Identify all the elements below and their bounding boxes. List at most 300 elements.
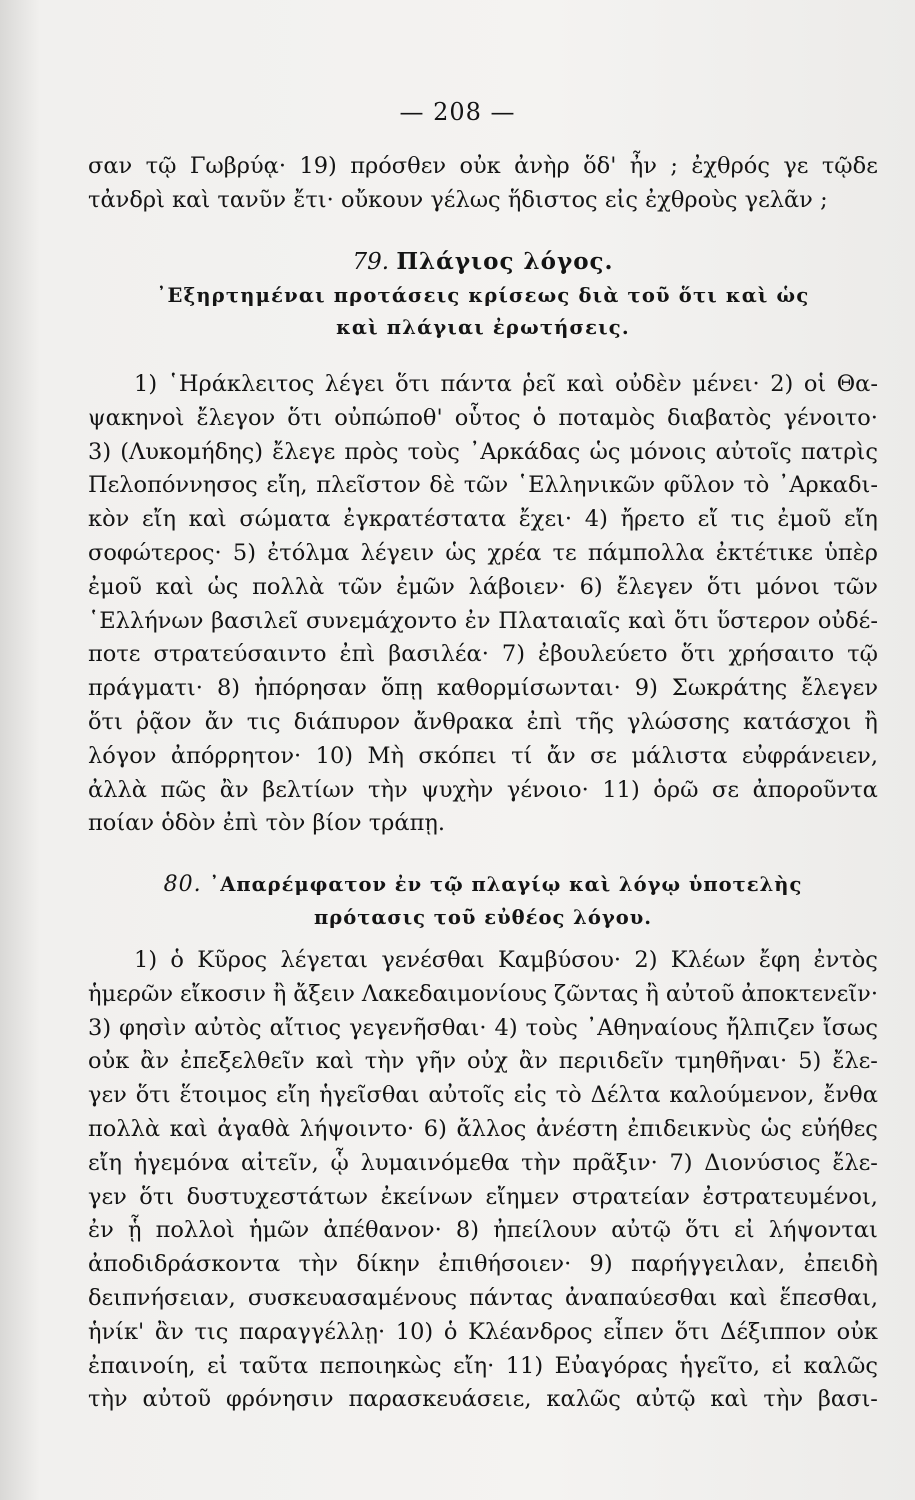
word: Δέξιππον	[720, 1318, 826, 1345]
continuation-text	[88, 150, 878, 218]
text-line	[88, 184, 878, 218]
word: 7)	[669, 1149, 693, 1176]
word: ἔλε-	[832, 1048, 878, 1075]
word: εἴημεν	[485, 1183, 560, 1210]
word: ὅτι	[674, 1318, 710, 1345]
word: παρήγγειλαν,	[630, 1251, 786, 1278]
word: 4)	[584, 506, 608, 533]
word: ἡγεῖτο,	[679, 1352, 761, 1379]
word: ἐκτέτικε	[715, 539, 813, 566]
word: ἐμοῦ	[88, 573, 142, 600]
word: ἡμῶν	[249, 1217, 310, 1244]
word: ψυχὴν	[421, 776, 494, 803]
word: ῥᾷον	[135, 708, 192, 735]
word: ποίαν	[88, 810, 155, 837]
word: τὴν	[368, 776, 408, 803]
word: ποταμὸς	[558, 404, 656, 431]
word: ἄξειν	[293, 980, 355, 1007]
word: ἡγεῖσθαι	[319, 1082, 420, 1109]
word: πολλὰ	[252, 573, 325, 600]
word: 1)	[134, 371, 158, 397]
text-line	[88, 774, 878, 808]
word: 7)	[501, 641, 526, 668]
word: τῷ	[145, 153, 177, 179]
word: 9)	[634, 675, 658, 702]
word: αἴτιος	[269, 1014, 342, 1041]
word: ἐπειδὴ	[803, 1251, 878, 1278]
word: ἂν	[518, 1048, 548, 1075]
word: ἴσως	[822, 1014, 878, 1041]
word: 9)	[589, 1251, 613, 1278]
word: πράγματι·	[88, 675, 203, 702]
word: τὸν	[265, 810, 306, 837]
word: γῆν	[415, 1048, 457, 1075]
word: καλῶς	[803, 1352, 878, 1379]
text-line	[88, 944, 878, 978]
word: βασι-	[817, 1386, 878, 1413]
word: δυστυχεστάτων	[186, 1183, 369, 1210]
text-line	[88, 537, 878, 571]
word: οὔκουν	[340, 186, 424, 213]
word: ἤλπιζεν	[725, 1014, 815, 1041]
word: ἠπόρησαν	[254, 675, 367, 702]
word: μένει·	[692, 371, 760, 397]
word: ὅπῃ	[380, 675, 423, 702]
word: ἐπεξελθεῖν	[180, 1048, 305, 1075]
word: εἴη	[843, 506, 878, 533]
word: οὐπώποθ'	[334, 404, 443, 431]
word: βασιλέα·	[388, 641, 489, 668]
word: 8)	[455, 1217, 480, 1244]
word: πῶς	[160, 776, 207, 803]
word: ὡς	[760, 1115, 792, 1142]
word: ἢ	[272, 980, 287, 1007]
word: σώματα	[239, 506, 331, 533]
word: δίκην	[356, 1251, 420, 1278]
word: Εὐαγόρας	[554, 1352, 668, 1379]
word: Καμβύσου·	[498, 947, 622, 973]
word: λάβοιεν·	[468, 573, 566, 600]
word: ᾿Αθηναίους	[585, 1014, 718, 1041]
word: αὐτῷ	[611, 1217, 671, 1244]
word: ῾Ελληνικῶν	[516, 472, 656, 499]
word: ἐν	[88, 1217, 114, 1244]
word: ἤρετο	[620, 506, 685, 533]
word: ὅτι	[674, 607, 709, 634]
word: καὶ	[188, 506, 227, 533]
word: ἐστρατευμένοι,	[702, 1183, 878, 1210]
word: ὑπὲρ	[824, 539, 878, 566]
word: πολλὰ	[88, 1115, 161, 1142]
word: καὶ	[169, 1115, 208, 1142]
word: πρὸς	[344, 438, 399, 465]
word: στρατείαν	[571, 1183, 690, 1210]
text-line	[88, 978, 878, 1012]
text-line	[88, 503, 878, 537]
word: λυμαινόμεθα	[360, 1149, 510, 1176]
word: οὐδὲν	[615, 371, 682, 397]
word: χρήσαιτο	[728, 641, 835, 668]
word: καὶ	[155, 573, 194, 600]
word: τὴν	[364, 1048, 405, 1075]
word: ἄν	[204, 708, 234, 735]
section-79-heading	[88, 244, 878, 344]
word: ἂν	[140, 1048, 170, 1075]
word: ἔλε-	[832, 1149, 878, 1176]
word: Λακεδαιμονίους	[361, 980, 548, 1007]
word: ὅτι	[135, 1082, 171, 1109]
word: ἐκείνων	[380, 1183, 473, 1210]
word: δὲ	[429, 472, 456, 499]
word: εἴη,	[266, 472, 308, 499]
word: τοὺς	[525, 1014, 578, 1041]
word: τμηθῆναι·	[674, 1048, 788, 1075]
word: ὕστερον	[716, 607, 811, 634]
word: 19)	[299, 153, 337, 179]
text-line	[88, 605, 878, 639]
word: ὁ	[532, 404, 547, 431]
word: περιιδεῖν	[558, 1048, 664, 1075]
word: αὐτῷ	[635, 1386, 696, 1413]
page-number: — 208 —	[399, 98, 516, 126]
word: ὡς	[589, 438, 621, 465]
word: ἀνὴρ	[514, 153, 570, 179]
word: ὅτι	[88, 708, 123, 735]
word: πρᾶξιν·	[572, 1149, 658, 1176]
word: ᾿Αρκαδι-	[778, 472, 878, 499]
word: οὗτος	[454, 404, 521, 431]
word: Θα-	[836, 371, 878, 397]
word: τῶν	[337, 573, 383, 600]
word: Κῦρος	[197, 947, 268, 973]
word: λέγειν	[360, 539, 435, 566]
word: ἀποκτενεῖν·	[741, 980, 878, 1007]
word: εἶπεν	[603, 1318, 664, 1345]
word: ὁ	[170, 947, 184, 973]
word: οἱ	[803, 371, 827, 397]
word: εἰς	[604, 186, 638, 213]
word: λέγεται	[280, 947, 368, 973]
word: 10)	[315, 742, 354, 769]
word: Κλέων	[670, 947, 746, 973]
word: αὐτοῦ	[142, 1386, 212, 1413]
word: λήψονται	[768, 1217, 878, 1244]
section-subtitle-line: ᾿Εξηρτημέναι προτάσεις κρίσεως διὰ τοῦ ὅτι καὶ ὡς	[156, 284, 810, 307]
word: τανῦν	[217, 186, 287, 213]
text-line	[88, 672, 878, 706]
word: ἔλεγε	[272, 438, 336, 465]
word: γελᾶν	[744, 186, 813, 213]
text-line	[88, 571, 878, 605]
word: ψακηνοὶ	[88, 404, 185, 431]
word: ἐντὸς	[813, 947, 878, 973]
word: εἴη	[141, 506, 176, 533]
word: φῦλον	[663, 472, 735, 499]
word: οὐχ	[467, 1048, 508, 1075]
word: 5)	[232, 539, 256, 566]
word: εἴκοσιν	[179, 980, 266, 1007]
word: ποτε	[88, 641, 141, 668]
word: πολλοὶ	[155, 1217, 235, 1244]
word: πάντας	[469, 1284, 554, 1311]
word: τοὺς	[407, 438, 460, 465]
word: ὅδ'	[583, 153, 617, 179]
word: εὐήθες	[801, 1115, 878, 1142]
word: τὴν	[88, 1386, 128, 1413]
word: ἂν	[154, 1318, 184, 1345]
word: τις	[194, 1318, 229, 1345]
word: ἀγαθὰ	[217, 1115, 290, 1142]
word: ἔχει·	[518, 506, 573, 533]
text-line	[88, 368, 878, 402]
word: τις	[246, 708, 281, 735]
text-line	[88, 402, 878, 436]
word: εἰς	[513, 1082, 547, 1109]
word: Δέλτα	[590, 1082, 661, 1109]
section-title-line	[88, 868, 878, 902]
text-line	[88, 1147, 878, 1181]
word: πεποιηκὼς	[319, 1352, 442, 1379]
word: ἐν	[464, 607, 491, 634]
word: 3)	[88, 1014, 112, 1041]
word: πατρὶς	[800, 438, 878, 465]
word: ὅτι	[680, 641, 716, 668]
text-line	[88, 1282, 878, 1316]
word: ἐμοῦ	[777, 506, 832, 533]
word: γενέσθαι	[381, 947, 485, 973]
word: ἐπὶ	[222, 810, 259, 837]
word: γένοιο·	[506, 776, 589, 803]
word: ζῶντας	[554, 980, 639, 1007]
word: 3)	[88, 438, 112, 465]
word: τε	[552, 539, 577, 566]
word: γεν	[88, 1082, 127, 1109]
word: αὐτὸς	[194, 1014, 262, 1041]
word: Διονύσιος	[704, 1149, 821, 1176]
text-line	[88, 469, 878, 503]
text-line	[88, 1248, 878, 1282]
word: ἂν	[219, 776, 249, 803]
word: ἦν	[629, 153, 657, 179]
word: φρόνησιν	[226, 1386, 334, 1413]
word: βελτίων	[262, 776, 355, 803]
word: ἐμῶν	[396, 573, 455, 600]
word: αὐτοῖς	[715, 438, 792, 465]
word: Μὴ	[367, 742, 404, 769]
word: γεγενῆσθαι·	[349, 1014, 487, 1041]
word: τὸ	[555, 1082, 582, 1109]
word: ἐβουλεύετο	[538, 641, 668, 668]
section-80-body	[88, 944, 878, 1417]
word: πρόσθεν	[350, 153, 447, 179]
text-line	[88, 150, 878, 184]
word: τῶν	[463, 472, 509, 499]
text-line	[88, 1350, 878, 1384]
word: ἐπιθήσοιεν·	[438, 1251, 572, 1278]
word: Πελοπόννησος	[88, 472, 258, 499]
word: λόγον	[88, 742, 157, 769]
text-line	[88, 436, 878, 470]
word: 4)	[494, 1014, 518, 1041]
text-line	[88, 1316, 878, 1350]
word: ταῦτα	[239, 1352, 309, 1379]
word: Σωκράτης	[671, 675, 788, 702]
word: μάλιστα	[631, 742, 728, 769]
word: ὅτι	[685, 1217, 720, 1244]
text-line	[88, 807, 878, 841]
text-line	[88, 740, 878, 774]
word: καὶ	[315, 1048, 354, 1075]
word: αὐτοῖς	[428, 1082, 505, 1109]
word: ἔλεγεν	[616, 573, 694, 600]
word: οὐδέ-	[817, 607, 878, 634]
word: ἄνθρακα	[413, 708, 514, 735]
word: τῆς	[575, 708, 614, 735]
word: παραγγέλλῃ·	[239, 1318, 386, 1345]
section-title-line: πρότασις τοῦ εὐθέος λόγου.	[313, 906, 653, 929]
word: ἀπόρρητον·	[170, 742, 302, 769]
word: οὐκ	[459, 153, 501, 179]
word: γένοιτο·	[783, 404, 878, 431]
word: διαβατὸς	[667, 404, 772, 431]
word: συνεμάχοντο	[305, 607, 458, 634]
word: τῷ	[847, 641, 878, 668]
word: ἕπεσθαι,	[779, 1284, 878, 1311]
word: οὐκ	[88, 1048, 130, 1075]
word: ἕτοιμος	[179, 1082, 268, 1109]
word: 5)	[798, 1048, 822, 1075]
word: 1)	[134, 947, 158, 973]
word: διάπυρον	[293, 708, 401, 735]
word: ἡμερῶν	[88, 980, 174, 1007]
word: ὡς	[445, 539, 477, 566]
text-line	[88, 1113, 878, 1147]
word: ἡνίκ'	[88, 1318, 145, 1345]
word: 2)	[634, 947, 658, 973]
word: τὸ	[743, 472, 770, 499]
section-title	[88, 244, 878, 280]
word: γλώσσης	[627, 708, 730, 735]
word: ἐγκρατέστατα	[343, 506, 507, 533]
word: οὐκ	[836, 1318, 878, 1345]
word: ῾Ηράκλειτος	[167, 371, 315, 397]
word: μόνοις	[629, 438, 707, 465]
word: αὐτοῦ	[665, 980, 735, 1007]
word: δειπνήσειαν,	[88, 1284, 236, 1311]
word: 11)	[505, 1352, 544, 1379]
word: πλεῖστον	[316, 472, 421, 499]
text-line	[88, 1012, 878, 1046]
word: ὁ	[443, 1318, 458, 1345]
word: συσκευασαμένους	[247, 1284, 458, 1311]
word: σοφώτερος·	[88, 539, 222, 566]
word: ἀπέθανον·	[323, 1217, 442, 1244]
word: εἰ	[771, 1352, 793, 1379]
word: καὶ	[710, 1386, 749, 1413]
word: εἴ	[697, 506, 719, 533]
section-80-heading	[88, 868, 878, 934]
word: ἔλεγεν	[801, 675, 878, 702]
word: εἴη·	[453, 1352, 495, 1379]
word: 10)	[395, 1318, 434, 1345]
word: γε	[783, 153, 809, 179]
word: ῥεῖ	[522, 371, 556, 397]
section-number: 80.	[163, 872, 202, 897]
word: Γωβρύᾳ·	[189, 153, 287, 179]
text-line	[88, 1181, 878, 1215]
word: ὡς	[207, 573, 239, 600]
word: ἀναπαύεσθαι	[565, 1284, 718, 1311]
word: τί	[511, 742, 533, 769]
word: ἡγεμόνα	[133, 1149, 230, 1176]
word: τὴν	[298, 1251, 339, 1278]
text-line	[88, 706, 878, 740]
word: ὁδὸν	[161, 810, 216, 837]
word: (Λυκομήδης)	[120, 438, 264, 465]
word: εἴη	[88, 1149, 122, 1176]
word: καὶ	[729, 1284, 768, 1311]
section-title-text: ᾿Απαρέμφατον ἐν τῷ πλαγίῳ καὶ λόγῳ ὑποτελὴς	[209, 873, 803, 896]
text-line	[88, 1383, 878, 1417]
word: μόνοι	[755, 573, 820, 600]
word: στρατεύσαιντο	[153, 641, 327, 668]
word: πάμπολλα	[587, 539, 705, 566]
word: εὐφράνειεν,	[741, 742, 878, 769]
word: κὸν	[88, 506, 130, 533]
word: ὅτι	[706, 573, 742, 600]
word: ἀποδιδράσκοντα	[88, 1251, 281, 1278]
word: ἄν	[546, 742, 576, 769]
section-title-text: Πλάγιος λόγος.	[396, 248, 614, 275]
word: Πλαταιαῖς	[498, 607, 621, 634]
word: ἢ	[864, 708, 878, 735]
word: καὶ	[566, 371, 605, 397]
word: ἠπείλουν	[493, 1217, 598, 1244]
word: καλῶς	[546, 1386, 621, 1413]
word: καθορμίσωνται·	[436, 675, 621, 702]
word: σκόπει	[418, 742, 497, 769]
word: ἐπαινοίη,	[88, 1352, 196, 1379]
word: αἰτεῖν,	[241, 1149, 319, 1176]
text-line	[88, 1214, 878, 1248]
word: ἄλλος	[456, 1115, 527, 1142]
word: ἀνέστη	[535, 1115, 618, 1142]
word: παρασκευάσειε,	[348, 1386, 532, 1413]
word: εἰ	[734, 1217, 755, 1244]
word: 6)	[579, 573, 603, 600]
word: 8)	[216, 675, 241, 702]
word: ἐχθροὺς	[645, 186, 738, 213]
word: 11)	[602, 776, 640, 803]
word: βίον	[312, 810, 362, 837]
word: καλούμενον,	[669, 1082, 815, 1109]
word: γεν	[88, 1183, 127, 1210]
word: λέγει	[324, 371, 385, 397]
word: ἐπὶ	[339, 641, 376, 668]
word: φησὶν	[119, 1014, 187, 1041]
word: εἴη	[276, 1082, 311, 1109]
text-line	[88, 1079, 878, 1113]
word: καὶ	[628, 607, 667, 634]
word: ἐπιδεικνὺς	[627, 1115, 752, 1142]
word: τὴν	[763, 1386, 803, 1413]
word: Κλέανδρος	[468, 1318, 593, 1345]
word: ὅτι	[395, 371, 430, 397]
word: χρέα	[487, 539, 542, 566]
word: σαν	[88, 153, 133, 179]
word: ;	[820, 186, 828, 213]
word: ἀλλὰ	[88, 776, 147, 803]
